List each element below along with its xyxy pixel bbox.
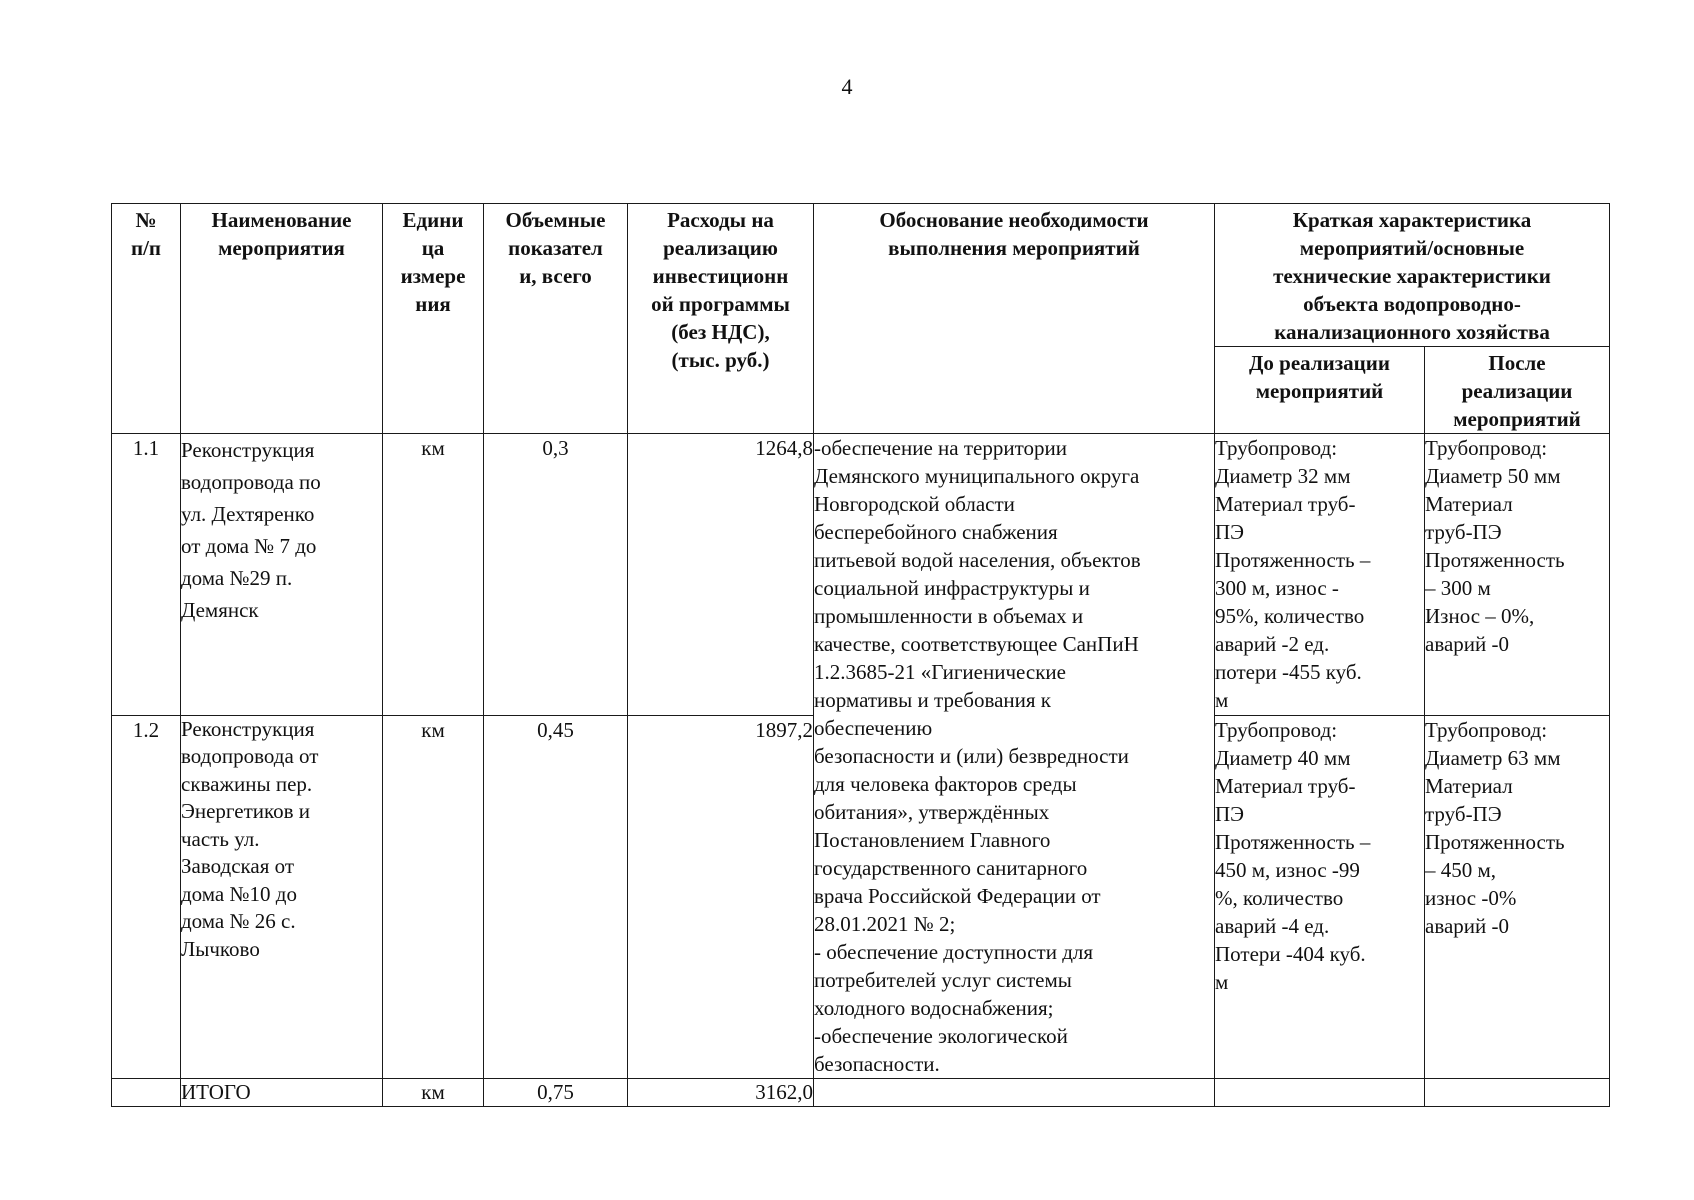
header-justification: Обоснование необходимости выполнения мероприятий: [814, 204, 1215, 434]
row-volume: 0,3: [484, 434, 628, 716]
total-after: [1425, 1079, 1610, 1107]
total-label: ИТОГО: [181, 1079, 383, 1107]
row-cost: 1897,2: [628, 715, 814, 1078]
row-name: Реконструкция водопровода по ул. Дехтяренко от дома № 7 до дома №29 п. Демянск: [181, 434, 383, 716]
row-before: Трубопровод: Диаметр 40 мм Материал труб- ПЭ Протяженность – 450 м, износ -99 %, количество аварий -4 ед. Потери -404 куб. м: [1215, 715, 1425, 1078]
total-num: [112, 1079, 181, 1107]
total-row: [112, 1079, 1610, 1107]
header-costs: Расходы на реализацию инвестиционн ой программы (без НДС), (тыс. руб.): [628, 204, 814, 434]
row-num: 1.2: [112, 715, 181, 1078]
total-justification: [814, 1079, 1215, 1107]
total-before: [1215, 1079, 1425, 1107]
total-unit: км: [383, 1079, 484, 1107]
header-num: № п/п: [112, 204, 181, 434]
page-number: 4: [841, 74, 853, 99]
justification-text: -обеспечение на территории Демянского муниципального округа Новгородской области бесперебойного снабжения питьевой водой населения, объектов социальной инфраструктуры и промышленности в объемах и качестве, соответствующее СанПиН 1.2.3685-21 «Гигиенические нормативы и требования к обеспечению безопасности и (или) безвредности для человека факторов среды обитания», утверждённых Постановлением Главного государственного санитарного врача Российской Федерации от 28.01.2021 № 2; - обеспечение доступности для потребителей услуг системы холодного водоснабжения; -обеспечение экологической безопасности.: [814, 434, 1215, 1079]
header-characteristics: Краткая характеристика мероприятий/основные технические характеристики объекта водопроводно- канализационного хозяйства: [1215, 204, 1610, 347]
row-name: Реконструкция водопровода от скважины пер. Энергетиков и часть ул. Заводская от дома №10 до дома № 26 с. Лычково: [181, 715, 383, 1078]
total-volume: 0,75: [484, 1079, 628, 1107]
header-volume: Объемные показател и, всего: [484, 204, 628, 434]
row-unit: км: [383, 715, 484, 1078]
header-name: Наименование мероприятия: [181, 204, 383, 434]
header-unit: Едини ца измере ния: [383, 204, 484, 434]
header-before: До реализации мероприятий: [1215, 347, 1425, 434]
table-row: [112, 434, 1610, 716]
row-volume: 0,45: [484, 715, 628, 1078]
investment-program-table: [111, 203, 1610, 1107]
row-num: 1.1: [112, 434, 181, 716]
row-cost: 1264,8: [628, 434, 814, 716]
total-cost: 3162,0: [628, 1079, 814, 1107]
row-after: Трубопровод: Диаметр 63 мм Материал труб-ПЭ Протяженность – 450 м, износ -0% аварий -0: [1425, 715, 1610, 1078]
row-after: Трубопровод: Диаметр 50 мм Материал труб-ПЭ Протяженность – 300 м Износ – 0%, аварий -0: [1425, 434, 1610, 716]
row-before: Трубопровод: Диаметр 32 мм Материал труб- ПЭ Протяженность – 300 м, износ - 95%, количество аварий -2 ед. потери -455 куб. м: [1215, 434, 1425, 716]
row-unit: км: [383, 434, 484, 716]
header-after: После реализации мероприятий: [1425, 347, 1610, 434]
